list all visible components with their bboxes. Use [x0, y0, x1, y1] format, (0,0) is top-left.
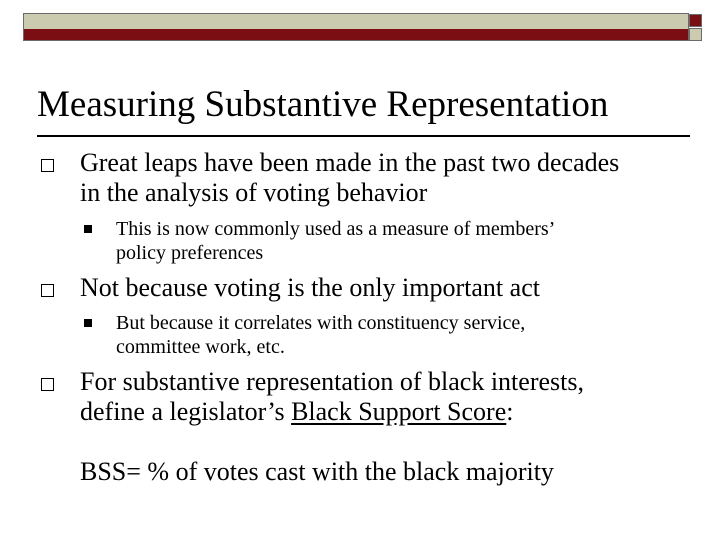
bullet-2-line-1: Not because voting is the only important act — [80, 273, 540, 302]
bss-formula: BSS= % of votes cast with the black majority — [80, 457, 554, 486]
title-underline-rule — [37, 135, 690, 137]
solid-square-bullet-icon — [84, 319, 92, 327]
bullet-1-line-2: in the analysis of voting behavior — [80, 178, 428, 207]
hollow-square-bullet-icon — [41, 284, 54, 297]
slide-title: Measuring Substantive Representation — [37, 84, 609, 125]
bullet-1-sub-line-2: policy preferences — [116, 242, 264, 264]
black-support-score-term: Black Support Score — [291, 397, 507, 426]
corner-square-dark — [689, 14, 702, 27]
bullet-1-text — [80, 148, 619, 208]
bullet-3-text — [80, 367, 584, 487]
bullet-2-text — [80, 273, 540, 303]
corner-square-light — [689, 28, 702, 41]
bullet-3-line-2-prefix: define a legislator’s — [80, 397, 292, 426]
header-decoration-bar — [23, 13, 689, 41]
header-dark-stripe — [24, 29, 688, 40]
bullet-1-line-1: Great leaps have been made in the past two decades — [80, 148, 620, 177]
bullet-2-sub-line-2: committee work, etc. — [116, 336, 285, 358]
bullet-3-line-2-suffix: : — [506, 397, 514, 426]
header-light-stripe — [24, 14, 688, 29]
bullet-3-line-2 — [80, 397, 584, 427]
bullet-3-line-1: For substantive representation of black interests, — [80, 367, 584, 396]
hollow-square-bullet-icon — [41, 159, 54, 172]
bullet-1-sub-text — [116, 217, 555, 265]
bullet-1-sub-line-1: This is now commonly used as a measure of members’ — [116, 218, 556, 240]
hollow-square-bullet-icon — [41, 378, 54, 391]
solid-square-bullet-icon — [84, 225, 92, 233]
bullet-2-sub-text — [116, 311, 525, 359]
bullet-2-sub-line-1: But because it correlates with constituency service, — [116, 312, 526, 334]
